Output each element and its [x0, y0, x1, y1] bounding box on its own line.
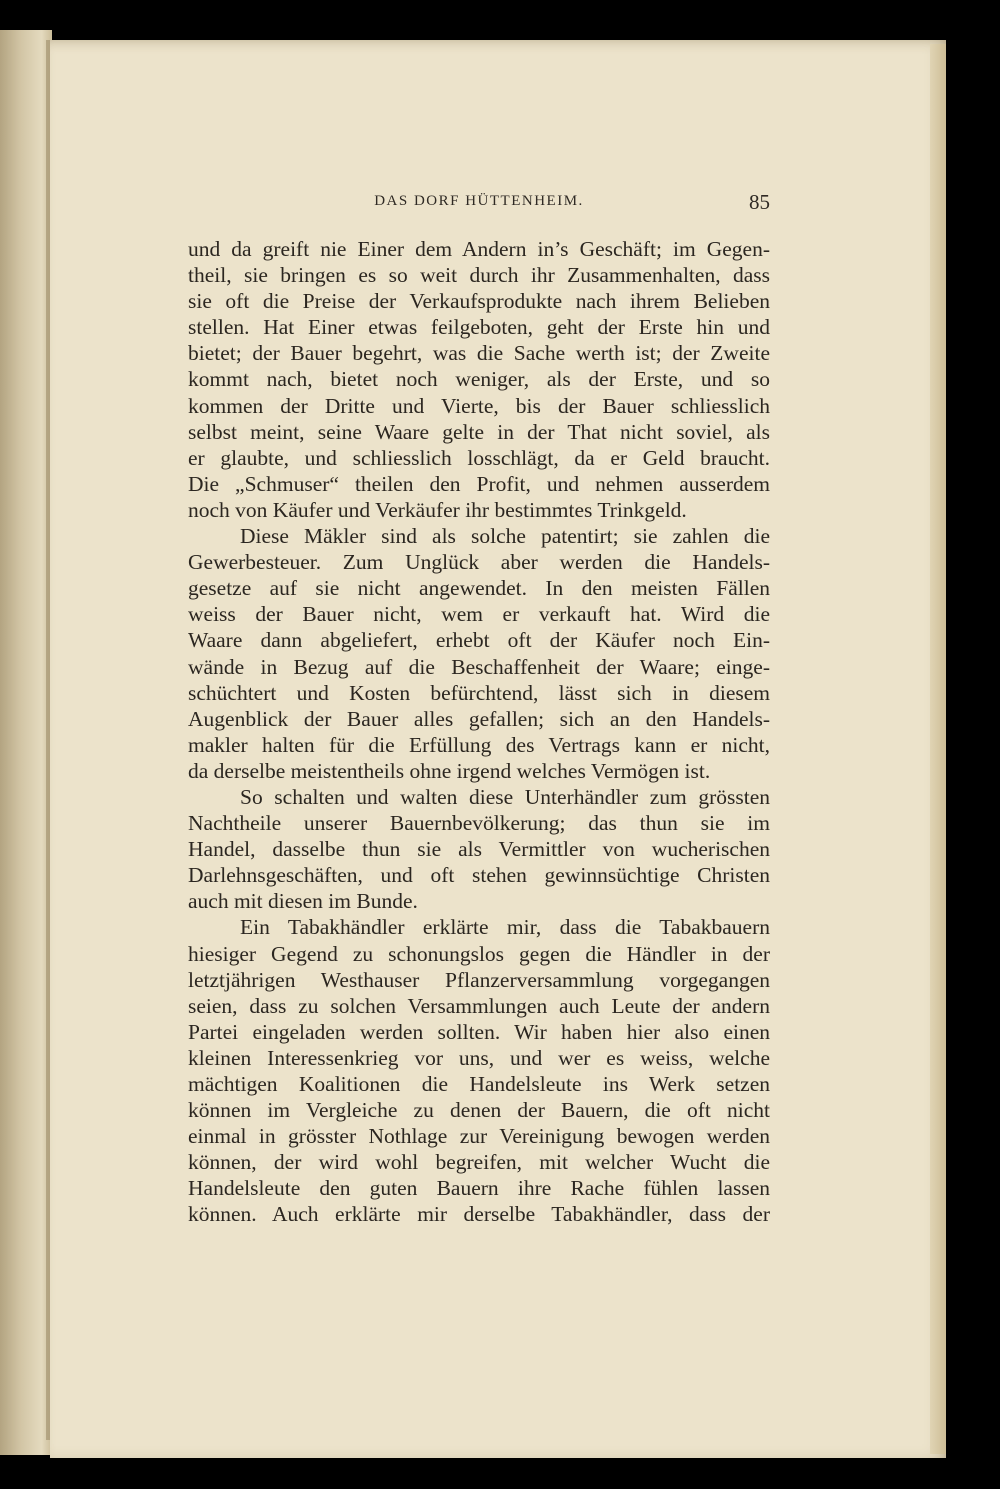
running-title: DAS DORF HÜTTENHEIM.: [374, 193, 584, 209]
text-line: können. Auch erklärte mir derselbe Tabakhändler, dass der: [188, 1202, 770, 1227]
text-line: kleinen Interessenkrieg vor uns, und wer es weiss, welche: [188, 1045, 770, 1070]
text-line: seien, dass zu solchen Versammlungen auch Leute der andern: [188, 993, 770, 1018]
text-line: Handel, dasselbe thun sie als Vermittler von wucherischen: [188, 837, 770, 862]
text-line: mächtigen Koalitionen die Handelsleute ins Werk setzen: [188, 1072, 770, 1096]
body-text: [188, 236, 770, 1228]
text-line: stellen. Hat Einer etwas feilgeboten, geht der Erste hin und: [188, 315, 770, 340]
text-line: sie oft die Preise der Verkaufsprodukte nach ihrem Belieben: [188, 289, 770, 314]
text-line: wände in Bezug auf die Beschaffenheit der Waare; einge-: [188, 654, 770, 679]
text-line: Darlehnsgeschäften, und oft stehen gewinnsüchtige Christen: [188, 863, 770, 888]
text-line: kommen der Dritte und Vierte, bis der Bauer schliesslich: [188, 393, 770, 418]
text-line: Ein Tabakhändler erklärte mir, dass die Tabakbauern: [240, 915, 770, 940]
text-line: hiesiger Gegend zu schonungslos gegen die Händler in der: [188, 941, 770, 966]
page-number: 85: [749, 190, 770, 214]
text-line: So schalten und walten diese Unterhändler zum grössten: [240, 784, 770, 809]
text-line: Gewerbesteuer. Zum Unglück aber werden die Handels-: [188, 550, 770, 575]
text-line: auch mit diesen im Bunde.: [188, 889, 418, 914]
text-line: bietet; der Bauer begehrt, was die Sache werth ist; der Zweite: [188, 341, 770, 366]
text-line: letztjährigen Westhauser Pflanzerversammlung vorgegangen: [188, 967, 770, 992]
text-line: gesetze auf sie nicht angewendet. In den meisten Fällen: [188, 576, 770, 601]
text-line: makler halten für die Erfüllung des Vertrags kann er nicht,: [188, 732, 770, 757]
book-spine: [0, 30, 52, 1455]
text-line: können, der wird wohl begreifen, mit welcher Wucht die: [188, 1150, 770, 1175]
text-line: Die „Schmuser“ theilen den Profit, und nehmen ausserdem: [188, 471, 770, 496]
text-line: können im Vergleiche zu denen der Bauern, die oft nicht: [188, 1098, 770, 1123]
text-line: Augenblick der Bauer alles gefallen; sich an den Handels-: [188, 706, 770, 731]
text-line: Waare dann abgeliefert, erhebt oft der Käufer noch Ein-: [188, 628, 770, 653]
text-line: theil, sie bringen es so weit durch ihr Zusammenhalten, dass: [188, 263, 770, 288]
text-line: Partei eingeladen werden sollten. Wir haben hier also einen: [188, 1019, 770, 1044]
text-line: Diese Mäkler sind als solche patentirt; sie zahlen die: [240, 524, 770, 549]
text-line: einmal in grösster Nothlage zur Vereinigung bewogen werden: [188, 1124, 770, 1149]
text-line: da derselbe meistentheils ohne irgend welches Vermögen ist.: [188, 758, 711, 783]
text-line: Handelsleute den guten Bauern ihre Rache fühlen lassen: [188, 1176, 770, 1201]
text-line: noch von Käufer und Verkäufer ihr bestimmtes Trinkgeld.: [188, 497, 687, 522]
text-line: schüchtert und Kosten befürchtend, lässt sich in diesem: [188, 680, 770, 705]
text-line: selbst meint, seine Waare gelte in der That nicht soviel, als: [188, 419, 770, 444]
text-line: weiss der Bauer nicht, wem er verkauft hat. Wird die: [188, 602, 770, 627]
text-line: er glaubte, und schliesslich losschlägt, da er Geld braucht.: [188, 445, 770, 470]
text-line: und da greift nie Einer dem Andern in’s Geschäft; im Gegen-: [188, 237, 770, 261]
page-header: [188, 190, 770, 219]
page-edge: [930, 44, 946, 1454]
text-line: Nachtheile unserer Bauernbevölkerung; das thun sie im: [188, 811, 770, 836]
text-line: kommt nach, bietet noch weniger, als der Erste, und so: [188, 367, 770, 392]
